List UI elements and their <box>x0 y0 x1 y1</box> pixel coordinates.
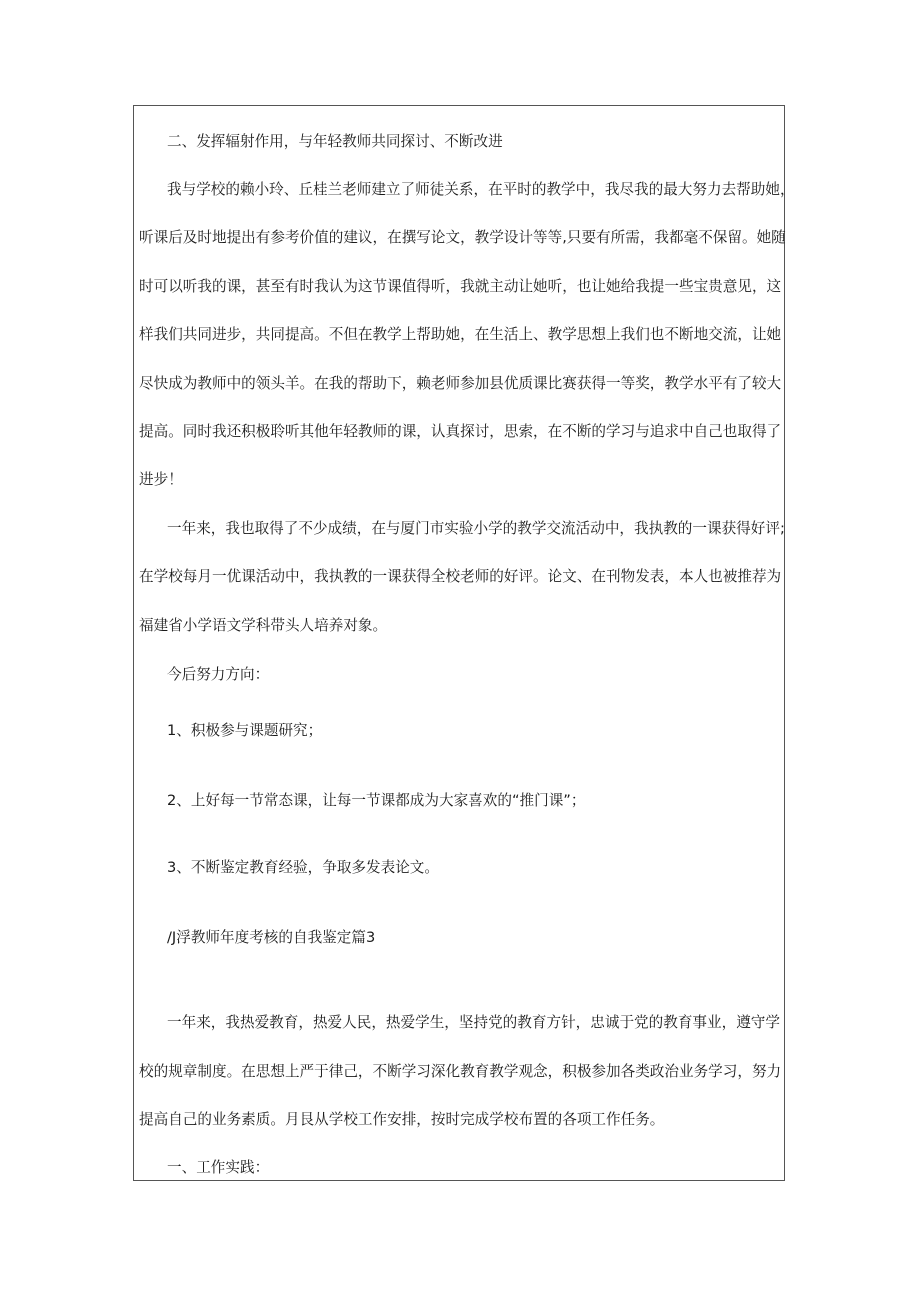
document-page <box>133 105 795 1181</box>
paragraph-line: 我与学校的赖小玲、丘桂兰老师建立了师徒关系，在平时的教学中，我尽我的最大努力去帮助她， <box>167 181 795 198</box>
section-heading-1: 一、工作实践： <box>167 1159 270 1176</box>
paragraph-line: 提高。同时我还积极聆听其他年轻教师的课，认真探讨，思索，在不断的学习与追求中自己也取得了 <box>139 423 782 440</box>
paragraph-line: 样我们共同进步，共同提高。不但在教学上帮助她，在生活上、教学思想上我们也不断地交流，让她 <box>139 326 782 343</box>
list-item: 1、积极参与课题研究； <box>167 722 323 739</box>
article-title: /J浮教师年度考核的自我鉴定篇3 <box>167 929 376 946</box>
direction-heading: 今后努力方向： <box>167 666 270 683</box>
paragraph-line: 福建省小学语文学科带头人培养对象。 <box>139 617 388 634</box>
paragraph-line: 听课后及时地提出有参考价值的建议，在撰写论文，教学设计等等,只要有所需，我都毫不保留。她随 <box>139 229 786 246</box>
paragraph-line: 尽快成为教师中的领头羊。在我的帮助下，赖老师参加县优质课比赛获得一等奖，教学水平有了较大 <box>139 375 782 392</box>
list-item: 3、不断鉴定教育经验，争取多发表论文。 <box>167 859 439 876</box>
paragraph-line: 校的规章制度。在思想上严于律己，不断学习深化教育教学观念，积极参加各类政治业务学习，努力 <box>139 1063 782 1080</box>
list-item: 2、上好每一节常态课，让每一节课都成为大家喜欢的“推门课”； <box>167 792 586 809</box>
section-heading-2: 二、发挥辐射作用，与年轻教师共同探讨、不断改进 <box>167 133 503 150</box>
paragraph-line: 进步！ <box>139 471 183 488</box>
paragraph-line: 一年来，我也取得了不少成绩，在与厦门市实验小学的教学交流活动中，我执教的一课获得好评; <box>167 520 785 537</box>
paragraph-line: 一年来，我热爱教育，热爱人民，热爱学生，坚持党的教育方针，忠诚于党的教育事业，遵守学 <box>167 1014 780 1031</box>
paragraph-line: 在学校每月一优课活动中，我执教的一课获得全校老师的好评。论文、在刊物发表，本人也被推荐为 <box>139 568 782 585</box>
paragraph-line: 时可以听我的课，甚至有时我认为这节课值得听，我就主动让她听，也让她给我提一些宝贵意见，这 <box>139 278 782 295</box>
paragraph-line: 提高自己的业务素质。月艮从学校工作安排，按时完成学校布置的各项工作任务。 <box>139 1111 665 1128</box>
